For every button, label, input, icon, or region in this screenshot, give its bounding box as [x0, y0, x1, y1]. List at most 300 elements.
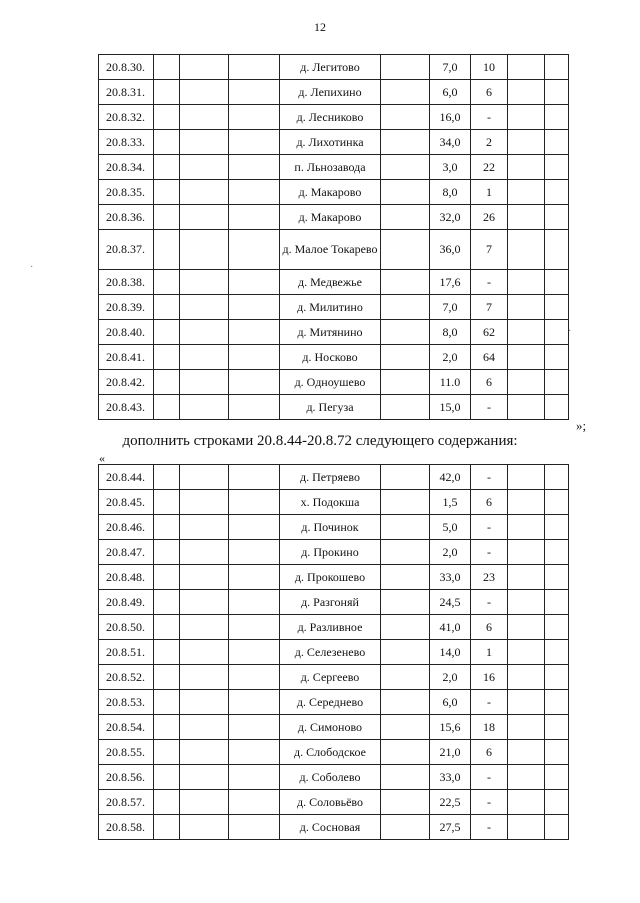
empty-cell [381, 370, 430, 395]
empty-cell [381, 395, 430, 420]
empty-cell [545, 765, 569, 790]
empty-cell [180, 715, 229, 740]
distance-cell: 27,5 [430, 815, 471, 840]
empty-cell [381, 55, 430, 80]
empty-cell [180, 665, 229, 690]
empty-cell [180, 395, 229, 420]
empty-cell [381, 590, 430, 615]
empty-cell [180, 515, 229, 540]
code-cell: 20.8.54. [99, 715, 154, 740]
count-cell: 7 [471, 295, 508, 320]
empty-cell [508, 205, 545, 230]
empty-cell [508, 765, 545, 790]
empty-cell [508, 565, 545, 590]
empty-cell [154, 690, 180, 715]
place-cell: д. Соболево [280, 765, 381, 790]
table-row [99, 345, 569, 370]
empty-cell [154, 295, 180, 320]
empty-cell [154, 615, 180, 640]
table-row [99, 105, 569, 130]
empty-cell [381, 465, 430, 490]
empty-cell [545, 665, 569, 690]
empty-cell [545, 615, 569, 640]
empty-cell [229, 370, 280, 395]
empty-cell [229, 155, 280, 180]
code-cell: 20.8.46. [99, 515, 154, 540]
empty-cell [229, 615, 280, 640]
empty-cell [381, 345, 430, 370]
empty-cell [381, 105, 430, 130]
empty-cell [154, 490, 180, 515]
empty-cell [154, 765, 180, 790]
place-cell: д. Сергеево [280, 665, 381, 690]
count-cell: 2 [471, 130, 508, 155]
code-cell: 20.8.49. [99, 590, 154, 615]
empty-cell [154, 590, 180, 615]
empty-cell [229, 270, 280, 295]
empty-cell [545, 690, 569, 715]
distance-cell: 2,0 [430, 345, 471, 370]
empty-cell [508, 540, 545, 565]
distance-cell: 15,0 [430, 395, 471, 420]
empty-cell [381, 270, 430, 295]
distance-cell: 14,0 [430, 640, 471, 665]
table-row [99, 155, 569, 180]
place-cell: д. Сосновая [280, 815, 381, 840]
count-cell: - [471, 465, 508, 490]
code-cell: 20.8.44. [99, 465, 154, 490]
empty-cell [180, 320, 229, 345]
empty-cell [381, 765, 430, 790]
empty-cell [545, 130, 569, 155]
place-cell: д. Пегуза [280, 395, 381, 420]
place-cell: д. Лесниково [280, 105, 381, 130]
empty-cell [381, 295, 430, 320]
code-cell: 20.8.55. [99, 740, 154, 765]
place-cell: д. Легитово [280, 55, 381, 80]
place-cell: д. Митянино [280, 320, 381, 345]
distance-cell: 17,6 [430, 270, 471, 295]
empty-cell [508, 790, 545, 815]
distance-cell: 11.0 [430, 370, 471, 395]
count-cell: 10 [471, 55, 508, 80]
distance-cell: 32,0 [430, 205, 471, 230]
empty-cell [381, 80, 430, 105]
empty-cell [154, 665, 180, 690]
empty-cell [381, 565, 430, 590]
distance-cell: 36,0 [430, 230, 471, 270]
scan-speck: · [568, 326, 572, 337]
empty-cell [154, 540, 180, 565]
code-cell: 20.8.48. [99, 565, 154, 590]
empty-cell [508, 515, 545, 540]
empty-cell [180, 295, 229, 320]
table-row [99, 540, 569, 565]
empty-cell [154, 270, 180, 295]
empty-cell [229, 590, 280, 615]
empty-cell [381, 490, 430, 515]
empty-cell [154, 395, 180, 420]
empty-cell [545, 715, 569, 740]
empty-cell [180, 565, 229, 590]
empty-cell [229, 205, 280, 230]
table-row [99, 180, 569, 205]
empty-cell [180, 180, 229, 205]
empty-cell [545, 155, 569, 180]
table-row [99, 465, 569, 490]
empty-cell [545, 740, 569, 765]
empty-cell [154, 105, 180, 130]
empty-cell [180, 540, 229, 565]
empty-cell [508, 80, 545, 105]
table-row [99, 740, 569, 765]
distance-cell: 33,0 [430, 765, 471, 790]
count-cell: 6 [471, 615, 508, 640]
empty-cell [229, 320, 280, 345]
distance-cell: 6,0 [430, 690, 471, 715]
distance-cell: 1,5 [430, 490, 471, 515]
empty-cell [154, 155, 180, 180]
empty-cell [381, 690, 430, 715]
empty-cell [381, 540, 430, 565]
empty-cell [229, 690, 280, 715]
count-cell: - [471, 765, 508, 790]
empty-cell [229, 540, 280, 565]
code-cell: 20.8.40. [99, 320, 154, 345]
empty-cell [381, 515, 430, 540]
code-cell: 20.8.45. [99, 490, 154, 515]
empty-cell [545, 270, 569, 295]
place-cell: х. Подокша [280, 490, 381, 515]
table-row [99, 205, 569, 230]
empty-cell [154, 515, 180, 540]
empty-cell [545, 295, 569, 320]
distance-cell: 21,0 [430, 740, 471, 765]
code-cell: 20.8.32. [99, 105, 154, 130]
empty-cell [381, 790, 430, 815]
count-cell: - [471, 395, 508, 420]
empty-cell [229, 465, 280, 490]
place-cell: д. Петряево [280, 465, 381, 490]
scan-speck: · [30, 262, 34, 273]
code-cell: 20.8.57. [99, 790, 154, 815]
empty-cell [154, 640, 180, 665]
place-cell: д. Лепихино [280, 80, 381, 105]
count-cell: - [471, 540, 508, 565]
empty-cell [180, 740, 229, 765]
empty-cell [545, 515, 569, 540]
code-cell: 20.8.51. [99, 640, 154, 665]
empty-cell [508, 490, 545, 515]
count-cell: - [471, 690, 508, 715]
place-cell: д. Медвежье [280, 270, 381, 295]
table-row [99, 640, 569, 665]
empty-cell [545, 640, 569, 665]
code-cell: 20.8.30. [99, 55, 154, 80]
empty-cell [381, 155, 430, 180]
table-row [99, 295, 569, 320]
empty-cell [154, 80, 180, 105]
empty-cell [180, 465, 229, 490]
empty-cell [508, 590, 545, 615]
amendment-text: дополнить строками 20.8.44-20.8.72 следующего содержания: [122, 433, 518, 449]
distance-cell: 41,0 [430, 615, 471, 640]
code-cell: 20.8.56. [99, 765, 154, 790]
empty-cell [381, 640, 430, 665]
empty-cell [508, 370, 545, 395]
empty-cell [381, 665, 430, 690]
count-cell: 6 [471, 80, 508, 105]
empty-cell [545, 55, 569, 80]
opening-quote: « [99, 451, 105, 465]
empty-cell [154, 370, 180, 395]
empty-cell [180, 130, 229, 155]
distance-cell: 8,0 [430, 320, 471, 345]
empty-cell [229, 665, 280, 690]
empty-cell [508, 615, 545, 640]
empty-cell [508, 320, 545, 345]
empty-cell [508, 180, 545, 205]
count-cell: 64 [471, 345, 508, 370]
empty-cell [180, 80, 229, 105]
table-row [99, 515, 569, 540]
empty-cell [154, 205, 180, 230]
distance-cell: 24,5 [430, 590, 471, 615]
empty-cell [180, 590, 229, 615]
empty-cell [229, 565, 280, 590]
place-cell: д. Малое Токарево [280, 230, 381, 270]
empty-cell [508, 395, 545, 420]
table-row [99, 790, 569, 815]
empty-cell [180, 270, 229, 295]
empty-cell [229, 515, 280, 540]
distance-cell: 8,0 [430, 180, 471, 205]
count-cell: 18 [471, 715, 508, 740]
empty-cell [508, 740, 545, 765]
distance-cell: 34,0 [430, 130, 471, 155]
place-cell: д. Селезенево [280, 640, 381, 665]
empty-cell [545, 565, 569, 590]
empty-cell [180, 490, 229, 515]
empty-cell [381, 230, 430, 270]
table-row [99, 765, 569, 790]
table-row [99, 590, 569, 615]
empty-cell [545, 490, 569, 515]
empty-cell [229, 55, 280, 80]
empty-cell [381, 740, 430, 765]
table-row [99, 690, 569, 715]
empty-cell [545, 790, 569, 815]
place-cell: д. Макарово [280, 205, 381, 230]
table-row [99, 370, 569, 395]
empty-cell [180, 55, 229, 80]
place-cell: д. Середнево [280, 690, 381, 715]
closing-quote: »; [576, 418, 587, 433]
place-cell: д. Симоново [280, 715, 381, 740]
empty-cell [381, 205, 430, 230]
place-cell: д. Разливное [280, 615, 381, 640]
distance-cell: 3,0 [430, 155, 471, 180]
distance-cell: 16,0 [430, 105, 471, 130]
empty-cell [381, 615, 430, 640]
empty-cell [154, 815, 180, 840]
count-cell: 1 [471, 640, 508, 665]
distance-cell: 2,0 [430, 540, 471, 565]
code-cell: 20.8.38. [99, 270, 154, 295]
empty-cell [545, 230, 569, 270]
distance-cell: 6,0 [430, 80, 471, 105]
count-cell: 26 [471, 205, 508, 230]
distance-cell: 7,0 [430, 295, 471, 320]
place-cell: д. Починок [280, 515, 381, 540]
place-cell: д. Соловьёво [280, 790, 381, 815]
distance-cell: 7,0 [430, 55, 471, 80]
table-row [99, 230, 569, 270]
code-cell: 20.8.43. [99, 395, 154, 420]
empty-cell [229, 180, 280, 205]
empty-cell [508, 345, 545, 370]
code-cell: 20.8.35. [99, 180, 154, 205]
table-row [99, 55, 569, 80]
distance-cell: 15,6 [430, 715, 471, 740]
empty-cell [381, 815, 430, 840]
table-row [99, 130, 569, 155]
empty-cell [229, 715, 280, 740]
count-cell: - [471, 815, 508, 840]
empty-cell [545, 370, 569, 395]
empty-cell [545, 540, 569, 565]
empty-cell [154, 55, 180, 80]
empty-cell [508, 815, 545, 840]
table-row [99, 320, 569, 345]
empty-cell [229, 105, 280, 130]
empty-cell [508, 270, 545, 295]
empty-cell [154, 790, 180, 815]
empty-cell [508, 105, 545, 130]
empty-cell [229, 815, 280, 840]
empty-cell [154, 345, 180, 370]
place-cell: д. Слободское [280, 740, 381, 765]
empty-cell [545, 320, 572, 345]
empty-cell [229, 130, 280, 155]
empty-cell [180, 230, 229, 270]
table-row [99, 665, 569, 690]
table-row [99, 615, 569, 640]
empty-cell [229, 640, 280, 665]
table-row [99, 270, 569, 295]
empty-cell [545, 465, 569, 490]
empty-cell [229, 395, 280, 420]
place-cell: д. Прокино [280, 540, 381, 565]
page-number: 12 [314, 20, 326, 34]
empty-cell [154, 715, 180, 740]
empty-cell [154, 180, 180, 205]
code-cell: 20.8.41. [99, 345, 154, 370]
empty-cell [508, 230, 545, 270]
empty-cell [508, 295, 545, 320]
place-cell: д. Разгоняй [280, 590, 381, 615]
count-cell: 16 [471, 665, 508, 690]
count-cell: 6 [471, 370, 508, 395]
code-cell: 20.8.50. [99, 615, 154, 640]
empty-cell [381, 715, 430, 740]
empty-cell [180, 615, 229, 640]
distance-cell: 2,0 [430, 665, 471, 690]
empty-cell [508, 665, 545, 690]
empty-cell [180, 790, 229, 815]
empty-cell [508, 55, 545, 80]
empty-cell [229, 765, 280, 790]
empty-cell [508, 690, 545, 715]
empty-cell [154, 740, 180, 765]
count-cell: 62 [471, 320, 508, 345]
code-cell: 20.8.34. [99, 155, 154, 180]
table-row [99, 565, 569, 590]
count-cell: - [471, 590, 508, 615]
count-cell: 22 [471, 155, 508, 180]
count-cell: - [471, 270, 508, 295]
count-cell: - [471, 790, 508, 815]
empty-cell [545, 345, 569, 370]
empty-cell [545, 105, 569, 130]
table-row [99, 715, 569, 740]
empty-cell [229, 295, 280, 320]
code-cell: 20.8.53. [99, 690, 154, 715]
empty-cell [180, 370, 229, 395]
empty-cell [180, 765, 229, 790]
place-cell: д. Одноушево [280, 370, 381, 395]
code-cell: 20.8.36. [99, 205, 154, 230]
empty-cell [180, 205, 229, 230]
empty-cell [154, 565, 180, 590]
empty-cell [229, 790, 280, 815]
empty-cell [180, 815, 229, 840]
table-row [99, 815, 569, 840]
empty-cell [180, 105, 229, 130]
count-cell: 23 [471, 565, 508, 590]
count-cell: 6 [471, 740, 508, 765]
empty-cell [229, 345, 280, 370]
empty-cell [545, 395, 569, 420]
empty-cell [180, 640, 229, 665]
count-cell: 7 [471, 230, 508, 270]
empty-cell [154, 320, 180, 345]
table-row [99, 490, 569, 515]
place-cell: д. Милитино [280, 295, 381, 320]
table-row [99, 395, 569, 420]
empty-cell [381, 130, 430, 155]
place-cell: п. Льнозавода [280, 155, 381, 180]
code-cell: 20.8.33. [99, 130, 154, 155]
code-cell: 20.8.58. [99, 815, 154, 840]
empty-cell [229, 490, 280, 515]
empty-cell [508, 715, 545, 740]
empty-cell [508, 155, 545, 180]
count-cell: 1 [471, 180, 508, 205]
empty-cell [154, 465, 180, 490]
empty-cell [180, 345, 229, 370]
empty-cell [154, 230, 180, 270]
empty-cell [154, 130, 180, 155]
code-cell: 20.8.42. [99, 370, 154, 395]
distance-cell: 33,0 [430, 565, 471, 590]
distance-cell: 22,5 [430, 790, 471, 815]
place-cell: д. Лихотинка [280, 130, 381, 155]
empty-cell [229, 80, 280, 105]
empty-cell [381, 180, 430, 205]
empty-cell [229, 230, 280, 270]
place-cell: д. Носково [280, 345, 381, 370]
